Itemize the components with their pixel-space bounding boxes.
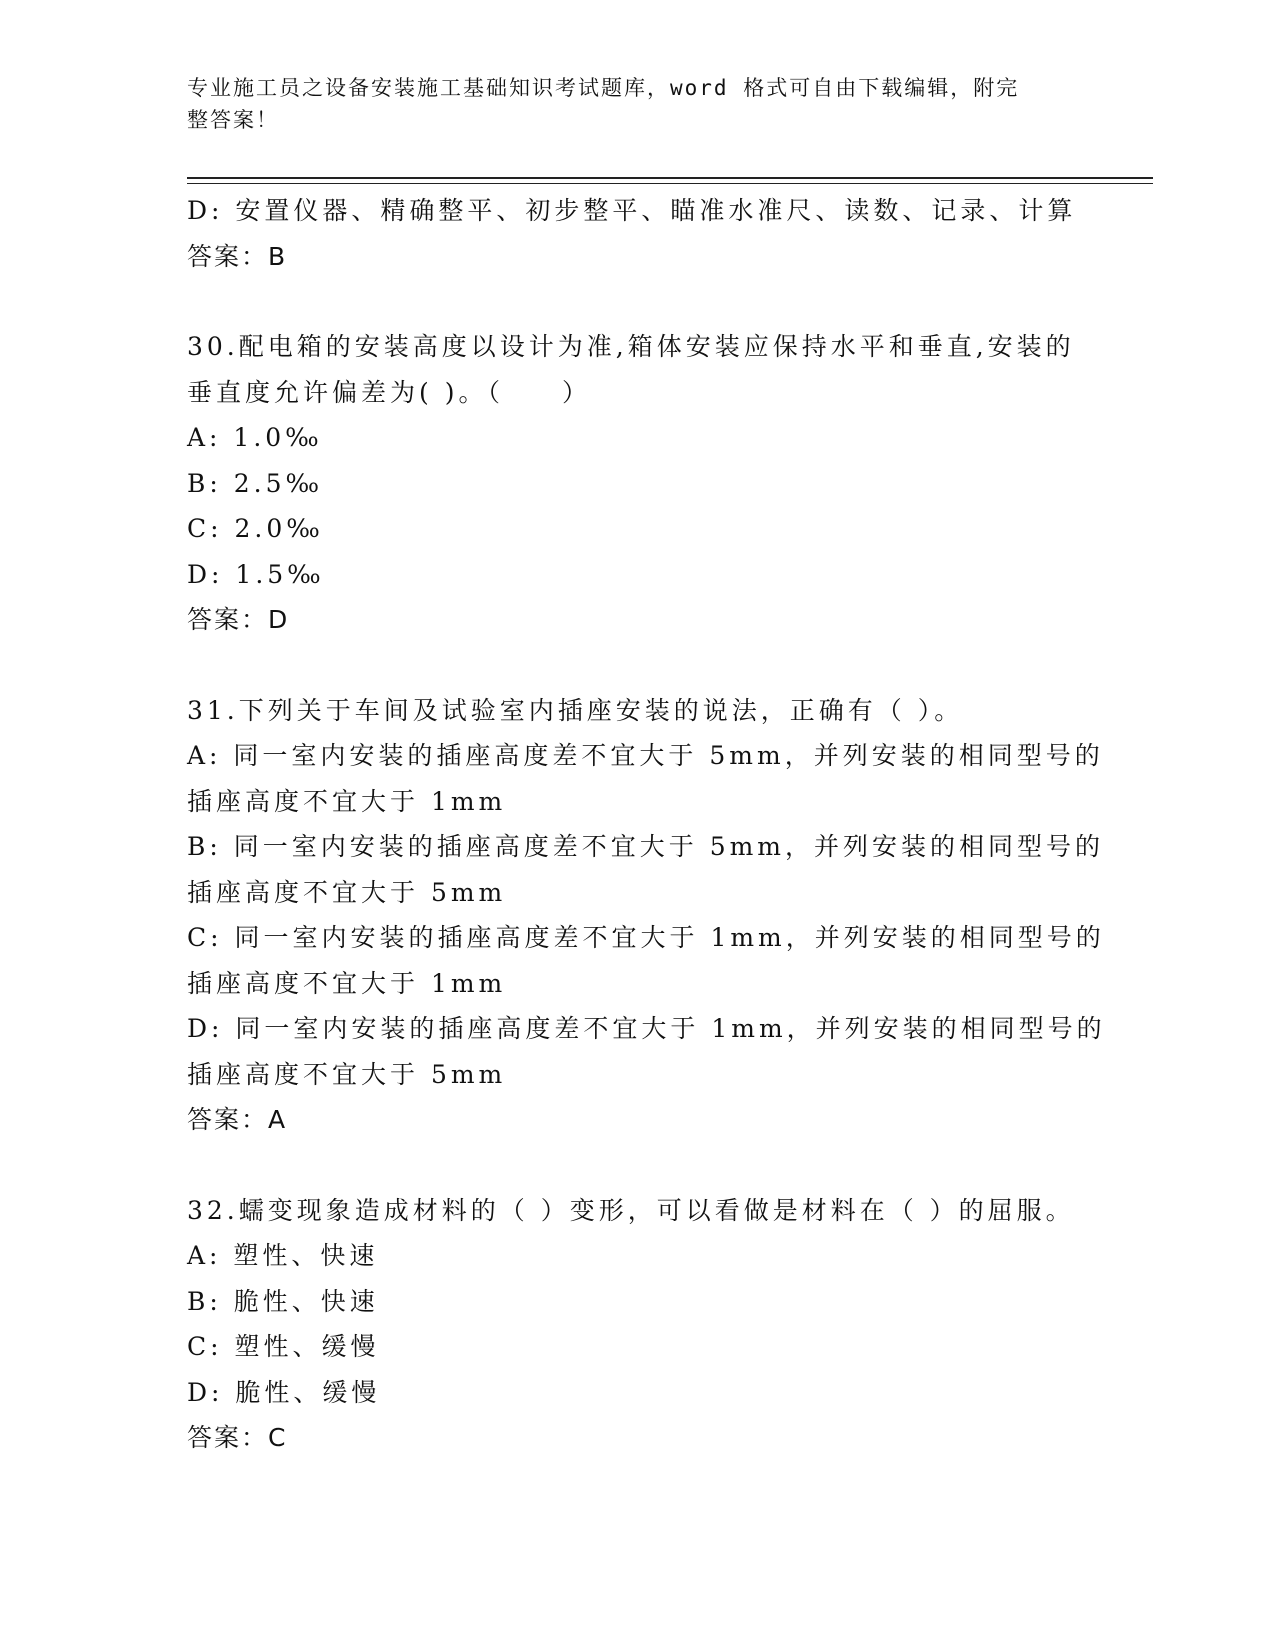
spacer: [187, 643, 1087, 688]
option-b: B: 脆性、快速: [187, 1286, 379, 1316]
spacer: [187, 1143, 1087, 1188]
option-b-continued: 插座高度不宜大于 5mm: [187, 877, 507, 907]
option-d: D: 安置仪器、精确整平、初步整平、瞄准水准尺、读数、记录、计算: [187, 196, 1077, 225]
document-header: [187, 72, 1067, 136]
question-text: 30.配电箱的安装高度以设计为准,箱体安装应保持水平和垂直,安装的: [187, 332, 1075, 361]
answer-line: 答案：C: [187, 1423, 288, 1452]
option-d: D: 脆性、缓慢: [187, 1377, 381, 1407]
option-a: A: 同一室内安装的插座高度差不宜大于 5mm，并列安装的相同型号的: [187, 741, 1104, 770]
header-line-2: 整答案！: [187, 108, 279, 132]
question-30: [187, 324, 1087, 643]
answer-line: 答案：B: [187, 241, 288, 271]
spacer: [187, 279, 1087, 324]
option-b: B: 同一室内安装的插座高度差不宜大于 5mm，并列安装的相同型号的: [187, 832, 1105, 861]
option-d: D: 同一室内安装的插座高度差不宜大于 1mm，并列安装的相同型号的: [187, 1014, 1106, 1043]
option-a: A: 塑性、快速: [187, 1241, 379, 1270]
question-32: [187, 1188, 1087, 1461]
option-c: C: 塑性、缓慢: [187, 1332, 380, 1361]
option-c-continued: 插座高度不宜大于 1mm: [187, 968, 507, 998]
header-divider-top: [187, 177, 1153, 179]
option-d: D: 1.5‰: [187, 559, 325, 589]
question-text: 32.蠕变现象造成材料的（ ）变形，可以看做是材料在（ ）的屈服。: [187, 1195, 1075, 1225]
question-text: 31.下列关于车间及试验室内插座安装的说法，正确有（ ）。: [187, 695, 964, 725]
option-a-continued: 插座高度不宜大于 1mm: [187, 786, 507, 816]
answer-line: 答案：A: [187, 1105, 288, 1134]
answer-line: 答案：D: [187, 605, 290, 634]
question-text: 垂直度允许偏差为( )。（ ）: [187, 377, 591, 407]
option-c: C: 同一室内安装的插座高度差不宜大于 1mm，并列安装的相同型号的: [187, 923, 1105, 952]
option-c: C: 2.0‰: [187, 514, 324, 543]
question-31: [187, 688, 1106, 1143]
header-divider-bottom: [187, 183, 1153, 184]
header-line-1: 专业施工员之设备安装施工基础知识考试题库，word 格式可自由下载编辑，附完: [187, 76, 1020, 100]
option-d-continued: 插座高度不宜大于 5mm: [187, 1059, 507, 1089]
option-a: A: 1.0‰: [187, 423, 323, 452]
option-b: B: 2.5‰: [187, 468, 324, 498]
question-content: [187, 188, 1106, 1461]
